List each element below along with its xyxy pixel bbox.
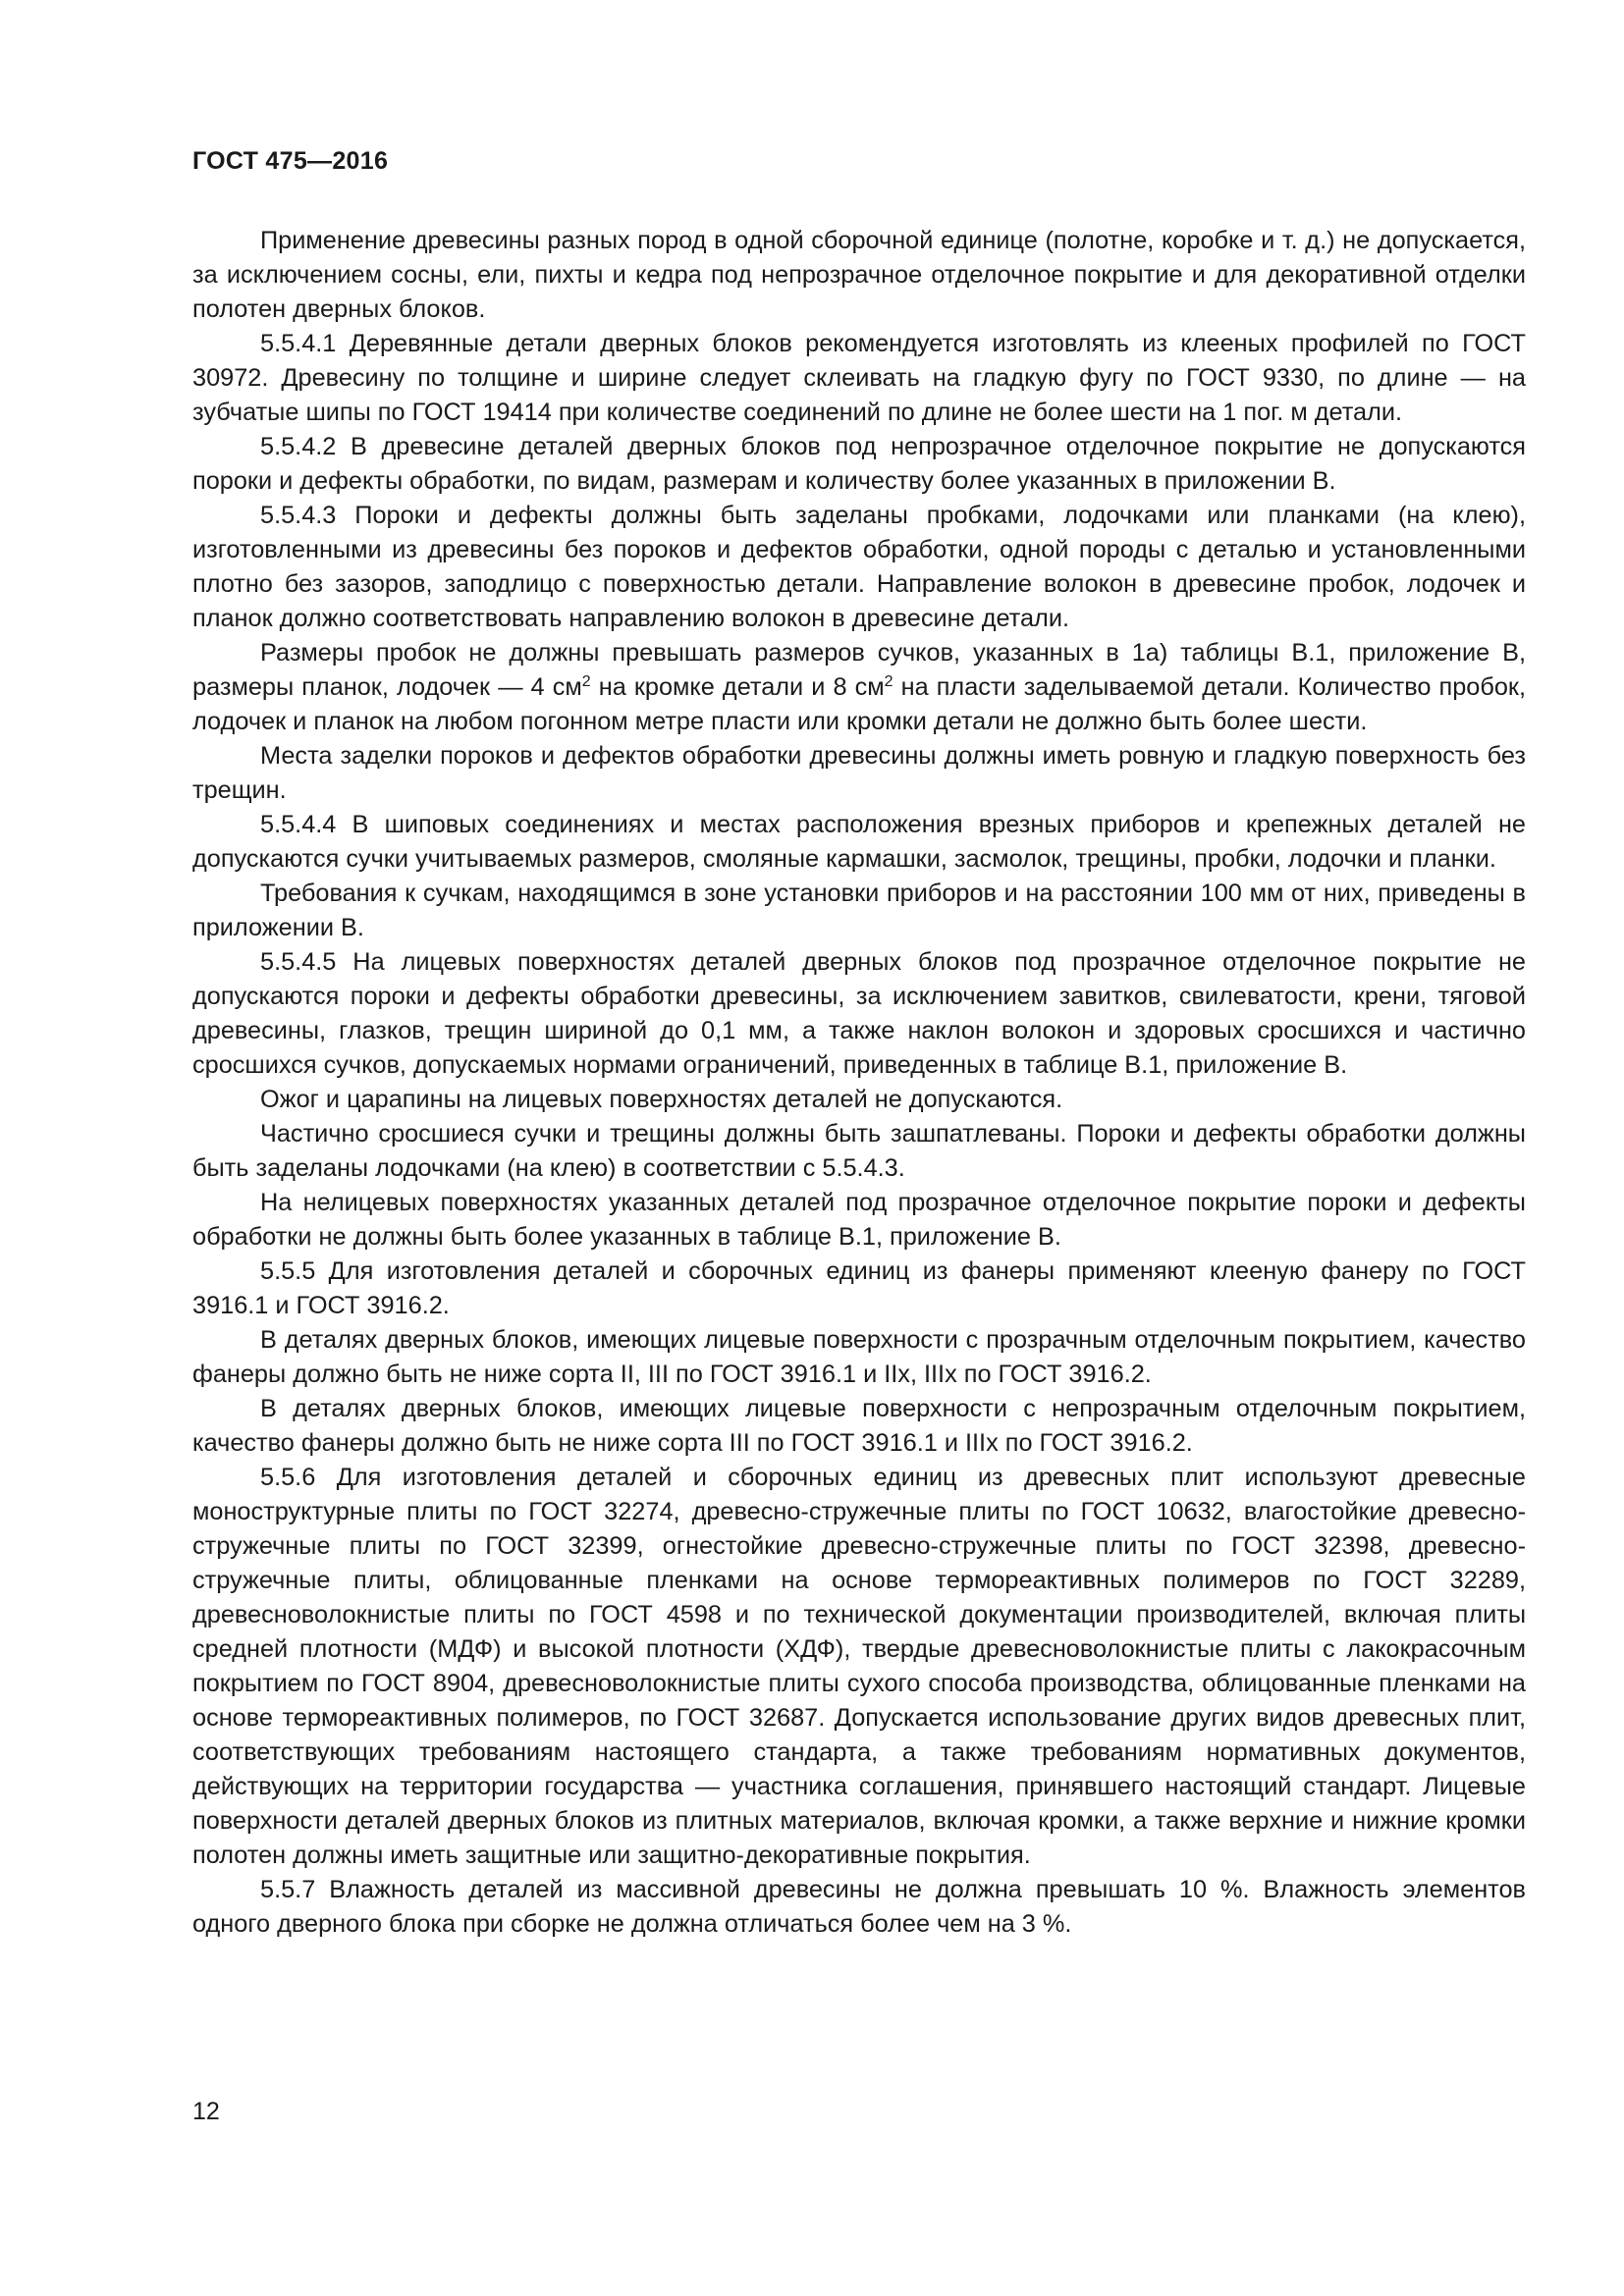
paragraph-5-5-5: 5.5.5 Для изготовления деталей и сборочных единиц из фанеры применяют клееную фанеру по ГОСТ 3916.1 и ГОСТ 3916.2.	[192, 1257, 1526, 1319]
paragraph-plywood-opaque: В деталях дверных блоков, имеющих лицевые поверхности с непрозрачным отделочным покрытием, качество фанеры должно быть не ниже сорта III по ГОСТ 3916.1 и IIIх по ГОСТ 3916.2.	[192, 1395, 1526, 1457]
page-number: 12	[192, 2098, 220, 2125]
paragraph-burns-scratches: Ожог и царапины на лицевых поверхностях деталей не допускаются.	[260, 1086, 1063, 1113]
paragraph-wood-species: Применение древесины разных пород в одной сборочной единице (полотне, коробке и т. д.) не допускается, за исключением сосны, ели, пихты и кедра под непрозрачное отделочное покрытие и для декоративной отделки полотен дверных блоков.	[192, 227, 1526, 323]
superscript-square-1: 2	[581, 673, 591, 690]
superscript-square-2: 2	[884, 673, 893, 690]
page-header-title: ГОСТ 475—2016	[192, 147, 389, 175]
paragraph-plug-sizes-part1: Размеры пробок не должны превышать размеров сучков, указанных в 1а) таблицы В.1, приложение В, размеры планок, лодочек — 4 см	[192, 639, 1526, 701]
paragraph-knot-requirements: Требования к сучкам, находящимся в зоне установки приборов и на расстоянии 100 мм от них, приведены в приложении В.	[192, 880, 1526, 941]
paragraph-5-5-4-3: 5.5.4.3 Пороки и дефекты должны быть заделаны пробками, лодочками или планками (на клею), изготовленными из древесины без пороков и дефектов обработки, одной породы с деталью и установленными плотно без зазоров, заподлицо с поверхностью детали. Направление волокон в древесине пробок, лодочек и планок должно соответствовать направлению волокон в древесине детали.	[192, 502, 1526, 632]
paragraph-5-5-4-1: 5.5.4.1 Деревянные детали дверных блоков рекомендуется изготовлять из клееных профилей по ГОСТ 30972. Древесину по толщине и ширине следует склеивать на гладкую фугу по ГОСТ 9330, по длине — на зубчатые шипы по ГОСТ 19414 при количестве соединений по длине не более шести на 1 пог. м детали.	[192, 330, 1526, 426]
paragraph-putty-knots: Частично сросшиеся сучки и трещины должны быть зашпатлеваны. Пороки и дефекты обработки должны быть заделаны лодочками (на клею) в соответствии с 5.5.4.3.	[192, 1120, 1526, 1182]
paragraph-nonface-surfaces: На нелицевых поверхностях указанных деталей под прозрачное отделочное покрытие пороки и дефекты обработки не должны быть более указанных в таблице В.1, приложение В.	[192, 1189, 1526, 1251]
paragraph-5-5-7: 5.5.7 Влажность деталей из массивной древесины не должна превышать 10 %. Влажность элементов одного дверного блока при сборке не должна отличаться более чем на 3 %.	[192, 1876, 1526, 1938]
paragraph-repair-surface: Места заделки пороков и дефектов обработки древесины должны иметь ровную и гладкую поверхность без трещин.	[192, 742, 1526, 804]
paragraph-5-5-6: 5.5.6 Для изготовления деталей и сборочных единиц из древесных плит используют древесные моноструктурные плиты по ГОСТ 32274, древесно-стружечные плиты по ГОСТ 10632, влагостойкие древесно-стружечные плиты по ГОСТ 32399, огнестойкие древесно-стружечные плиты по ГОСТ 32398, древесно-стружечные плиты, облицованные пленками на основе термореактивных полимеров по ГОСТ 32289, древесноволокнистые плиты по ГОСТ 4598 и по технической документации производителей, включая плиты средней плотности (МДФ) и высокой плотности (ХДФ), твердые древесноволокнистые плиты с лакокрасочным покрытием по ГОСТ 8904, древесноволокнистые плиты сухого способа производства, облицованные пленками на основе термореактивных полимеров, по ГОСТ 32687. Допускается использование других видов древесных плит, соответствующих требованиям настоящего стандарта, а также требованиям нормативных документов, действующих на территории государства — участника соглашения, принявшего настоящий стандарт. Лицевые поверхности деталей дверных блоков из плитных материалов, включая кромки, а также верхние и нижние кромки полотен должны иметь защитные или защитно-декоративные покрытия.	[192, 1464, 1526, 1869]
document-body	[192, 224, 1526, 1942]
paragraph-5-5-4-2: 5.5.4.2 В древесине деталей дверных блоков под непрозрачное отделочное покрытие не допускаются пороки и дефекты обработки, по видам, размерам и количеству более указанных в приложении В.	[192, 433, 1526, 495]
paragraph-plug-sizes-part3: на пласти заделываемой детали. Количество пробок, лодочек и планок на любом погонном метре пласти или кромки детали не должно быть более шести.	[192, 673, 1527, 735]
paragraph-5-5-4-5: 5.5.4.5 На лицевых поверхностях деталей дверных блоков под прозрачное отделочное покрытие не допускаются пороки и дефекты обработки древесины, за исключением завитков, свилеватости, крени, тяговой древесины, глазков, трещин шириной до 0,1 мм, а также наклон волокон и здоровых сросшихся и частично сросшихся сучков, допускаемых нормами ограничений, приведенных в таблице В.1, приложение В.	[192, 948, 1526, 1079]
paragraph-plywood-transparent: В деталях дверных блоков, имеющих лицевые поверхности с прозрачным отделочным покрытием, качество фанеры должно быть не ниже сорта II, III по ГОСТ 3916.1 и IIх, IIIх по ГОСТ 3916.2.	[192, 1326, 1526, 1388]
paragraph-plug-sizes-part2: на кромке детали и 8 см	[590, 673, 885, 701]
paragraph-5-5-4-4: 5.5.4.4 В шиповых соединениях и местах расположения врезных приборов и крепежных деталей не допускаются сучки учитываемых размеров, смоляные кармашки, засмолок, трещины, пробки, лодочки и планки.	[192, 811, 1526, 873]
paragraph-plug-sizes	[192, 636, 1526, 739]
